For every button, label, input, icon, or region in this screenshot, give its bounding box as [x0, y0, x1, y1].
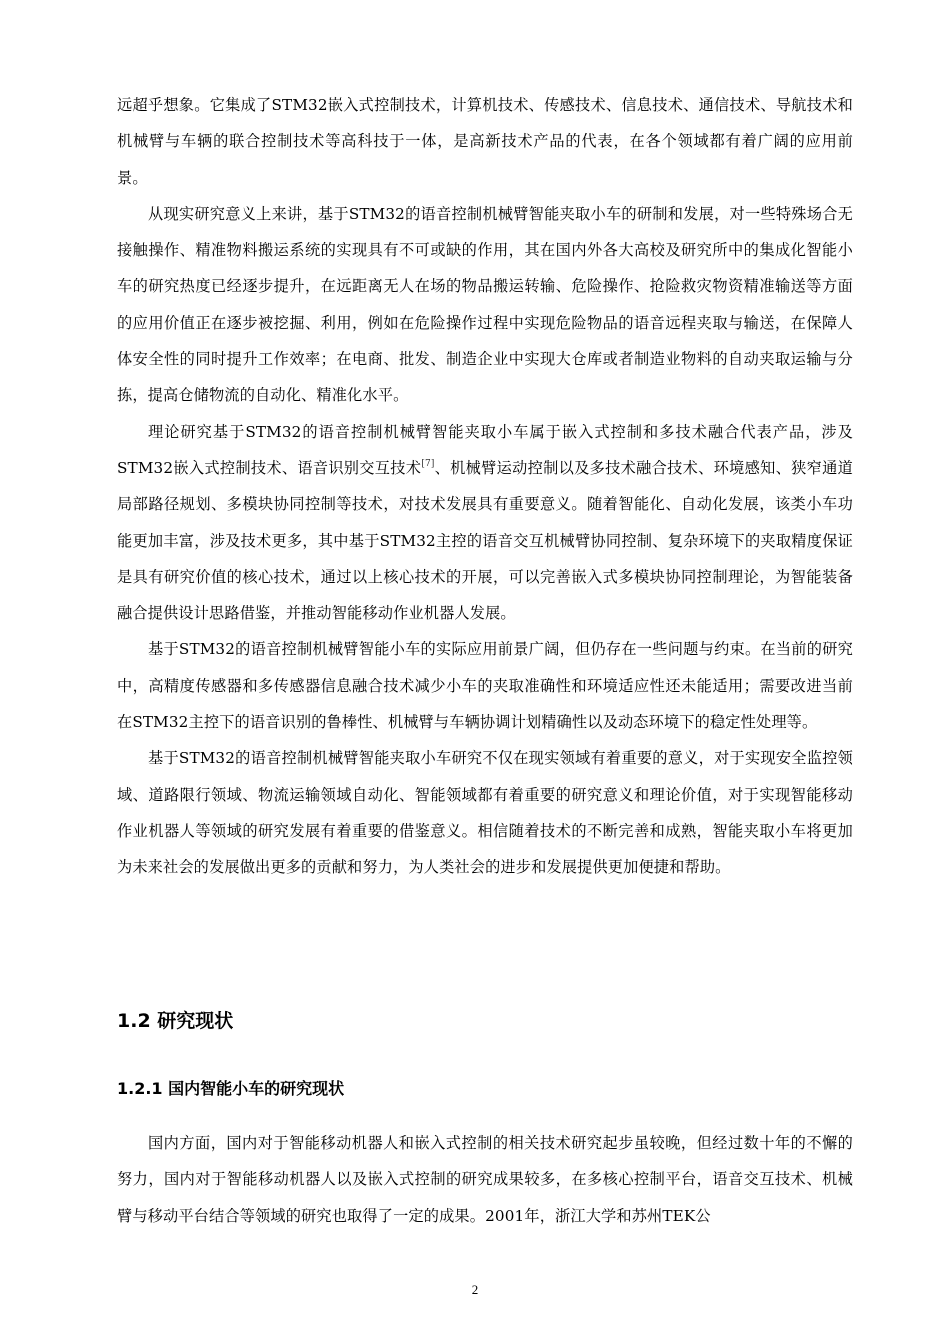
subsection-heading: 1.2.1 国内智能小车的研究现状	[117, 1079, 345, 1098]
page-number: 2	[471, 1282, 479, 1297]
body-text	[117, 87, 853, 886]
paragraph-theory-part2: 、机械臂运动控制以及多技术融合技术、环境感知、狭窄通道局部路径规划、多模块协同控制等技术，对技术发展具有重要意义。随着智能化、自动化发展，该类小车功能更加丰富，涉及技术更多，其中基于STM32主控的语音交互机械臂协同控制、复杂环境下的夹取精度保证是具有研究价值的核心技术，通过以上核心技术的开展，可以完善嵌入式多模块协同控制理论，为智能装备融合提供设计思路借鉴，并推动智能移动作业机器人发展。	[117, 458, 853, 623]
citation-ref: [7]	[421, 458, 435, 469]
paragraph-significance: 从现实研究意义上来讲，基于STM32的语音控制机械臂智能夹取小车的研制和发展，对一些特殊场合无接触操作、精准物料搬运系统的实现具有不可或缺的作用，其在国内外各大高校及研究所中的集成化智能小车的研究热度已经逐步提升，在远距离无人在场的物品搬运转输、危险操作、抢险救灾物资精准输送等方面的应用价值正在逐步被挖掘、利用，例如在危险操作过程中实现危险物品的语音远程夹取与输送，在保障人体安全性的同时提升工作效率；在电商、批发、制造企业中实现大仓库或者制造业物料的自动夹取运输与分拣，提高仓储物流的自动化、精准化水平。	[117, 204, 853, 405]
paragraph-conclusion: 基于STM32的语音控制机械臂智能夹取小车研究不仅在现实领域有着重要的意义，对于实现安全监控领域、道路限行领域、物流运输领域自动化、智能领域都有着重要的研究意义和理论价值，对于实现智能移动作业机器人等领域的研究发展有着重要的借鉴意义。相信随着技术的不断完善和成熟，智能夹取小车将更加为未来社会的发展做出更多的贡献和努力，为人类社会的进步和发展提供更加便捷和帮助。	[117, 749, 853, 877]
body-text-2	[117, 1125, 853, 1234]
paragraph-continued: 远超乎想象。它集成了STM32嵌入式控制技术，计算机技术、传感技术、信息技术、通信技术、导航技术和机械臂与车辆的联合控制技术等高科技于一体，是高新技术产品的代表，在各个领域都有着广阔的应用前景。	[117, 96, 853, 187]
paragraph-theory-part1: 理论研究基于STM32的语音控制机械臂智能夹取小车属于嵌入式控制和多技术融合代表产品，涉及STM32嵌入式控制技术、语音识别交互技术	[117, 422, 853, 477]
paragraph-limitations: 基于STM32的语音控制机械臂智能小车的实际应用前景广阔，但仍存在一些问题与约束。在当前的研究中，高精度传感器和多传感器信息融合技术减少小车的夹取准确性和环境适应性还未能适用；需要改进当前在STM32主控下的语音识别的鲁棒性、机械臂与车辆协调计划精确性以及动态环境下的稳定性处理等。	[117, 640, 853, 732]
paragraph-theory	[117, 414, 853, 632]
section-heading: 1.2 研究现状	[117, 1010, 234, 1032]
paragraph-domestic: 国内方面，国内对于智能移动机器人和嵌入式控制的相关技术研究起步虽较晚，但经过数十年的不懈的努力，国内对于智能移动机器人以及嵌入式控制的研究成果较多，在多核心控制平台，语音交互技术、机械臂与移动平台结合等领域的研究也取得了一定的成果。2001年，浙江大学和苏州TEK公	[117, 1134, 853, 1225]
